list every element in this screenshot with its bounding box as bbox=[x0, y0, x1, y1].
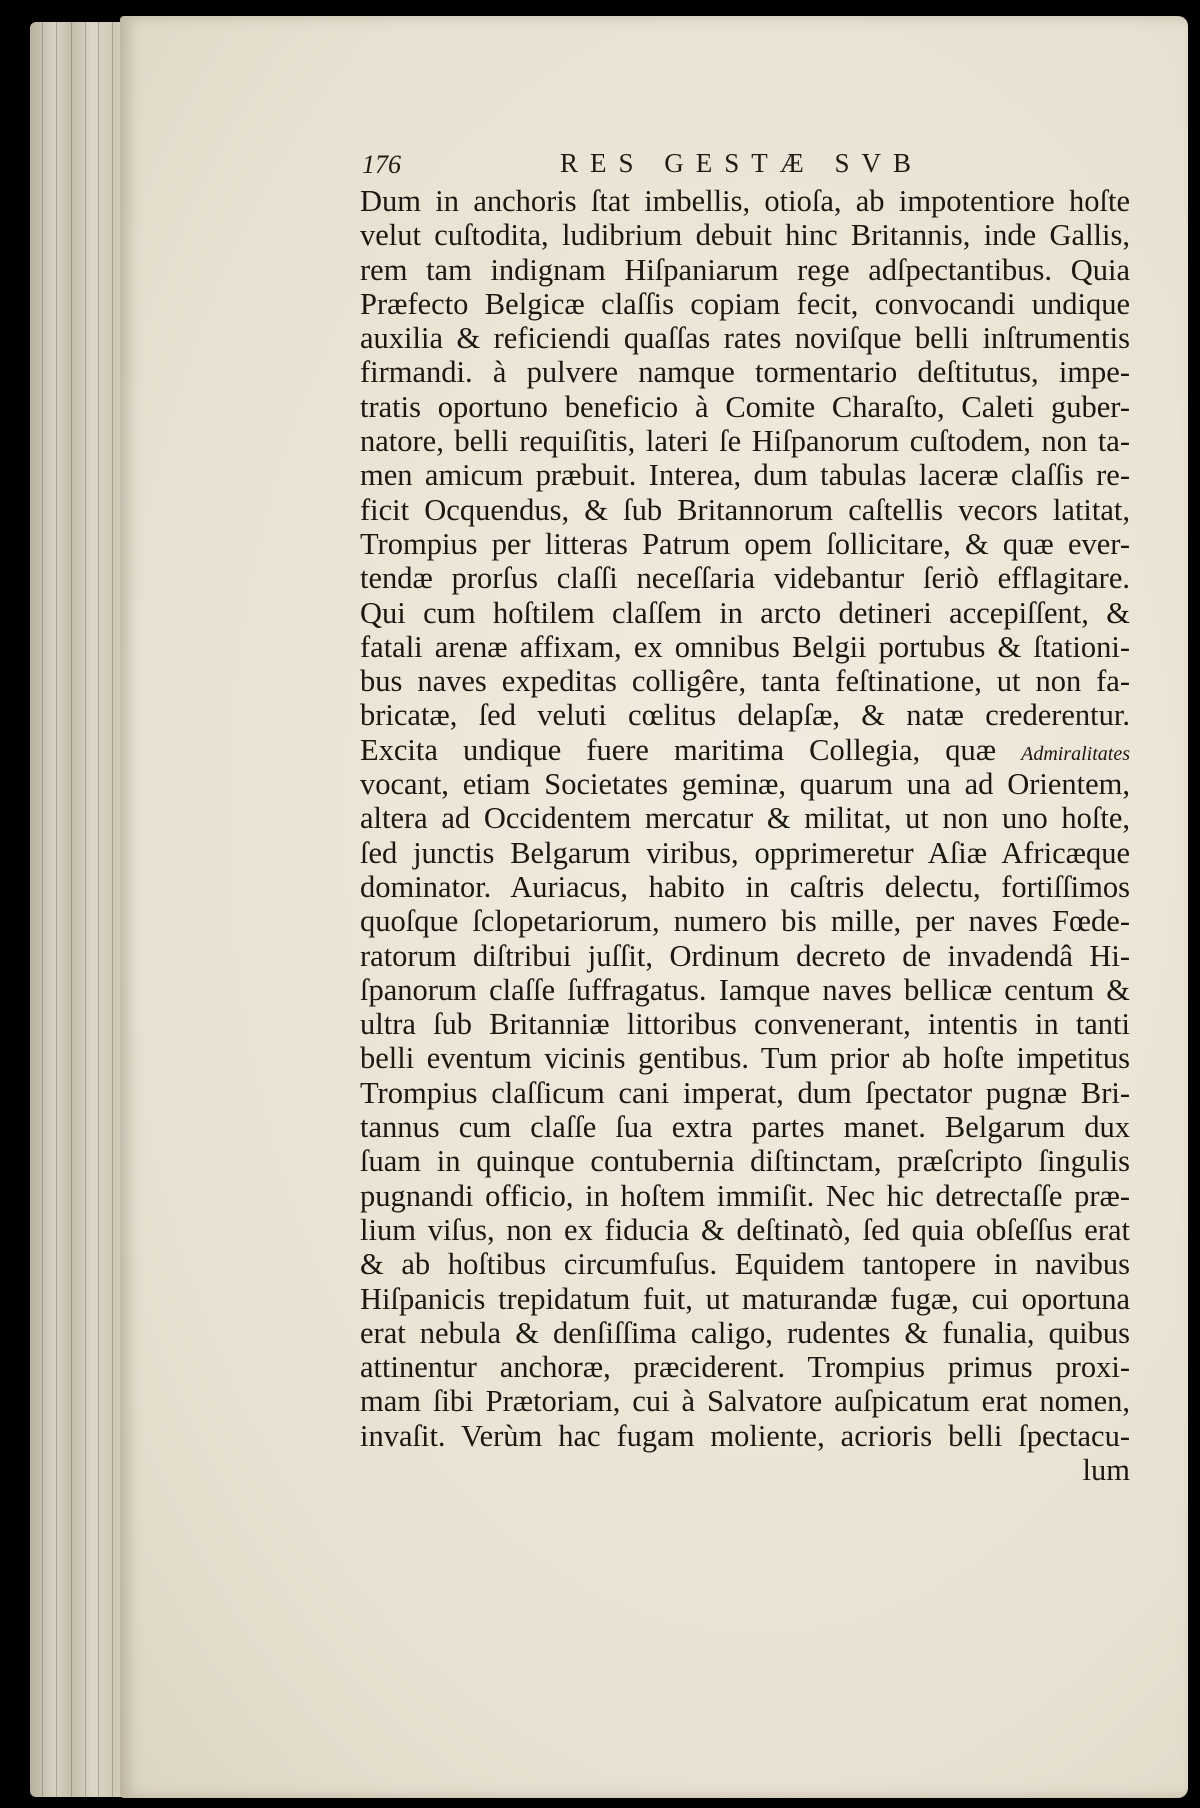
text-line: ſed junctis Belgarum viribus, opprimeretur Aſiæ Africæque bbox=[360, 835, 1130, 870]
text-line: altera ad Occidentem mercatur & militat, ut non uno hoſte, bbox=[360, 801, 1130, 836]
text-line: ſpanorum claſſe ſuffragatus. Iamque naves bellicæ centum & bbox=[360, 972, 1130, 1007]
text-line: tendæ prorſus claſſi neceſſaria videbantur ſeriò efflagitare. bbox=[360, 561, 1130, 596]
text-line: bricatæ, ſed veluti cœlitus delapſæ, & natæ crederentur. bbox=[360, 698, 1130, 733]
body-text bbox=[360, 184, 1130, 1487]
running-head bbox=[362, 148, 1002, 188]
text-line: auxilia & reficiendi quaſſas rates noviſque belli inſtrumentis bbox=[360, 321, 1130, 356]
text-line: Trompius claſſicum cani imperat, dum ſpectator pugnæ Bri- bbox=[360, 1075, 1130, 1110]
text-line: mam ſibi Prætoriam, cui à Salvatore auſpicatum erat nomen, bbox=[360, 1384, 1130, 1419]
text-line: natore, belli requiſitis, lateri ſe Hiſpanorum cuſtodem, non ta- bbox=[360, 424, 1130, 459]
text-line: & ab hoſtibus circumfuſus. Equidem tantopere in navibus bbox=[360, 1247, 1130, 1282]
text-line: tannus cum claſſe ſua extra partes manet. Belgarum dux bbox=[360, 1110, 1130, 1145]
text-line: erat nebula & denſiſſima caligo, rudentes & funalia, quibus bbox=[360, 1315, 1130, 1350]
text-line: ratorum diſtribui juſſit, Ordinum decreto de invadendâ Hi- bbox=[360, 938, 1130, 973]
text-line: Trompius per litteras Patrum opem ſollicitare, & quæ ever- bbox=[360, 526, 1130, 561]
text-line: men amicum præbuit. Interea, dum tabulas laceræ claſſis re- bbox=[360, 458, 1130, 493]
text-line: quoſque ſclopetariorum, numero bis mille, per naves Fœde- bbox=[360, 904, 1130, 939]
text-line: belli eventum vicinis gentibus. Tum prior ab hoſte impetitus bbox=[360, 1041, 1130, 1076]
text-line: fatali arenæ affixam, ex omnibus Belgii portubus & ſtationi- bbox=[360, 629, 1130, 664]
text-line: lium viſus, non ex fiducia & deſtinatò, ſed quia obſeſſus erat bbox=[360, 1212, 1130, 1247]
text-line: bus naves expeditas colligêre, tanta feſtinatione, ut non fa- bbox=[360, 664, 1130, 699]
text-line: tratis oportuno beneficio à Comite Charaſto, Caleti guber- bbox=[360, 389, 1130, 424]
text-line: vocant, etiam Societates geminæ, quarum una ad Orientem, bbox=[360, 767, 1130, 802]
text-line: pugnandi officio, in hoſtem immiſit. Nec hic detrectaſſe præ- bbox=[360, 1178, 1130, 1213]
text-line: Præfecto Belgicæ claſſis copiam fecit, convocandi undique bbox=[360, 286, 1130, 321]
text-line: firmandi. à pulvere namque tormentario deſtitutus, impe- bbox=[360, 355, 1130, 390]
text-line: invaſit. Verùm hac fugam moliente, acrioris belli ſpectacu- bbox=[360, 1418, 1130, 1453]
italic-term: Admiralitates bbox=[1021, 742, 1130, 765]
page-number: 176 bbox=[362, 150, 401, 179]
text-line: ultra ſub Britanniæ littoribus convenerant, intentis in tanti bbox=[360, 1007, 1130, 1042]
running-title: RES GESTÆ SVB bbox=[560, 148, 924, 178]
text-line: Hiſpanicis trepidatum fuit, ut maturandæ fugæ, cui oportuna bbox=[360, 1281, 1130, 1316]
text-line: attinentur anchoræ, præciderent. Trompius primus proxi- bbox=[360, 1350, 1130, 1385]
text-line: ficit Ocquendus, & ſub Britannorum caſtellis vecors latitat, bbox=[360, 492, 1130, 527]
text-line: rem tam indignam Hiſpaniarum rege adſpectantibus. Quia bbox=[360, 252, 1130, 287]
text-line: Qui cum hoſtilem claſſem in arcto detineri accepiſſent, & bbox=[360, 595, 1130, 630]
text-line: dominator. Auriacus, habito in caſtris delectu, fortiſſimos bbox=[360, 869, 1130, 904]
text-line: ſuam in quinque contubernia diſtinctam, præſcripto ſingulis bbox=[360, 1144, 1130, 1179]
text-line: velut cuſtodita, ludibrium debuit hinc Britannis, inde Gallis, bbox=[360, 218, 1130, 253]
catchword: lum bbox=[1082, 1452, 1130, 1487]
text-segment: Excita undique fuere maritima Collegia, quæ bbox=[360, 732, 997, 767]
text-line-with-italic bbox=[360, 733, 1130, 767]
text-line: Dum in anchoris ſtat imbellis, otioſa, ab impotentiore hoſte bbox=[360, 184, 1130, 218]
